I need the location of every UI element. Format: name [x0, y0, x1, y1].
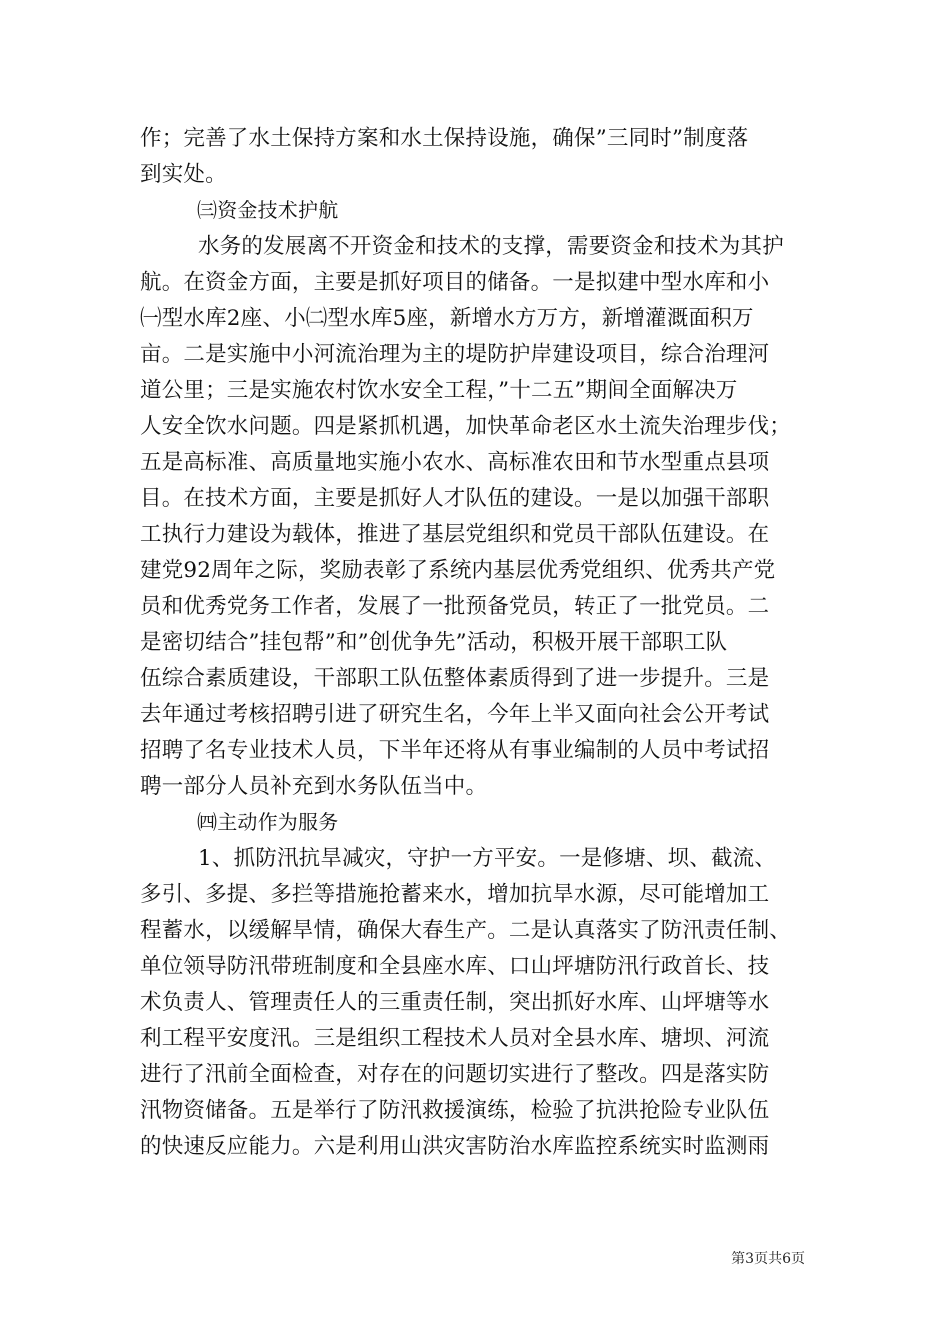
text-line-27: 进行了汛前全面检查，对存在的问题切实进行了整改。四是落实防 — [140, 1062, 770, 1087]
text-line-25: 术负责人、管理责任人的三重责任制，突出抓好水库、山坪塘等水 — [140, 990, 770, 1015]
text-line-14: 员和优秀党务工作者，发展了一批预备党员，转正了一批党员。二 — [140, 594, 770, 619]
text-line-5: 航。在资金方面，主要是抓好项目的储备。一是拟建中型水库和小 — [140, 270, 770, 295]
page-number: 第3页共6页 — [731, 1251, 805, 1267]
text-line-13: 建党92周年之际，奖励表彰了系统内基层优秀党组织、优秀共产党 — [140, 558, 776, 583]
text-line-11: 目。在技术方面，主要是抓好人才队伍的建设。一是以加强干部职 — [140, 486, 770, 511]
text-line-26: 利工程平安度汛。三是组织工程技术人员对全县水库、塘坝、河流 — [140, 1026, 770, 1051]
text-line-21: 1、抓防汛抗旱减灾，守护一方平安。一是修塘、坝、截流、 — [198, 846, 777, 871]
text-line-22: 多引、多提、多拦等措施抢蓄来水，增加抗旱水源，尽可能增加工 — [140, 882, 770, 907]
text-line-29: 的快速反应能力。六是利用山洪灾害防治水库监控系统实时监测雨 — [140, 1134, 770, 1159]
text-line-8: 道公里；三是实施农村饮水安全工程，”十二五”期间全面解决万 — [140, 378, 738, 403]
text-line-23: 程蓄水，以缓解旱情，确保大春生产。二是认真落实了防汛责任制、 — [140, 918, 792, 943]
text-line-7: 亩。二是实施中小河流治理为主的堤防护岸建设项目，综合治理河 — [140, 342, 770, 367]
text-line-10: 五是高标准、高质量地实施小农水、高标准农田和节水型重点县项 — [140, 450, 770, 475]
text-line-24: 单位领导防汛带班制度和全县座水库、口山坪塘防汛行政首长、技 — [140, 954, 770, 979]
text-line-28: 汛物资储备。五是举行了防汛救援演练，检验了抗洪抢险专业队伍 — [140, 1098, 770, 1123]
section-heading-20: ㈣主动作为服务 — [197, 810, 339, 834]
text-line-16: 伍综合素质建设，干部职工队伍整体素质得到了进一步提升。三是 — [140, 666, 770, 691]
text-line-4: 水务的发展离不开资金和技术的支撑，需要资金和技术为其护 — [198, 234, 784, 259]
text-line-12: 工执行力建设为载体，推进了基层党组织和党员干部队伍建设。在 — [140, 522, 770, 547]
text-line-2: 到实处。 — [140, 162, 227, 187]
text-line-9: 人安全饮水问题。四是紧抓机遇，加快革命老区水土流失治理步伐； — [140, 414, 792, 439]
text-line-6: ㈠型水库2座、小㈡型水库5座，新增水方万方，新增灌溉面积万 — [140, 306, 754, 331]
text-line-19: 聘一部分人员补充到水务队伍当中。 — [140, 774, 488, 799]
section-heading-3: ㈢资金技术护航 — [197, 198, 339, 222]
text-line-17: 去年通过考核招聘引进了研究生名，今年上半又面向社会公开考试 — [140, 702, 770, 727]
text-line-1: 作；完善了水土保持方案和水土保持设施，确保”三同时”制度落 — [140, 126, 749, 151]
text-line-15: 是密切结合”挂包帮”和”创优争先”活动，积极开展干部职工队 — [140, 630, 728, 655]
text-line-18: 招聘了名专业技术人员，下半年还将从有事业编制的人员中考试招 — [140, 738, 770, 763]
